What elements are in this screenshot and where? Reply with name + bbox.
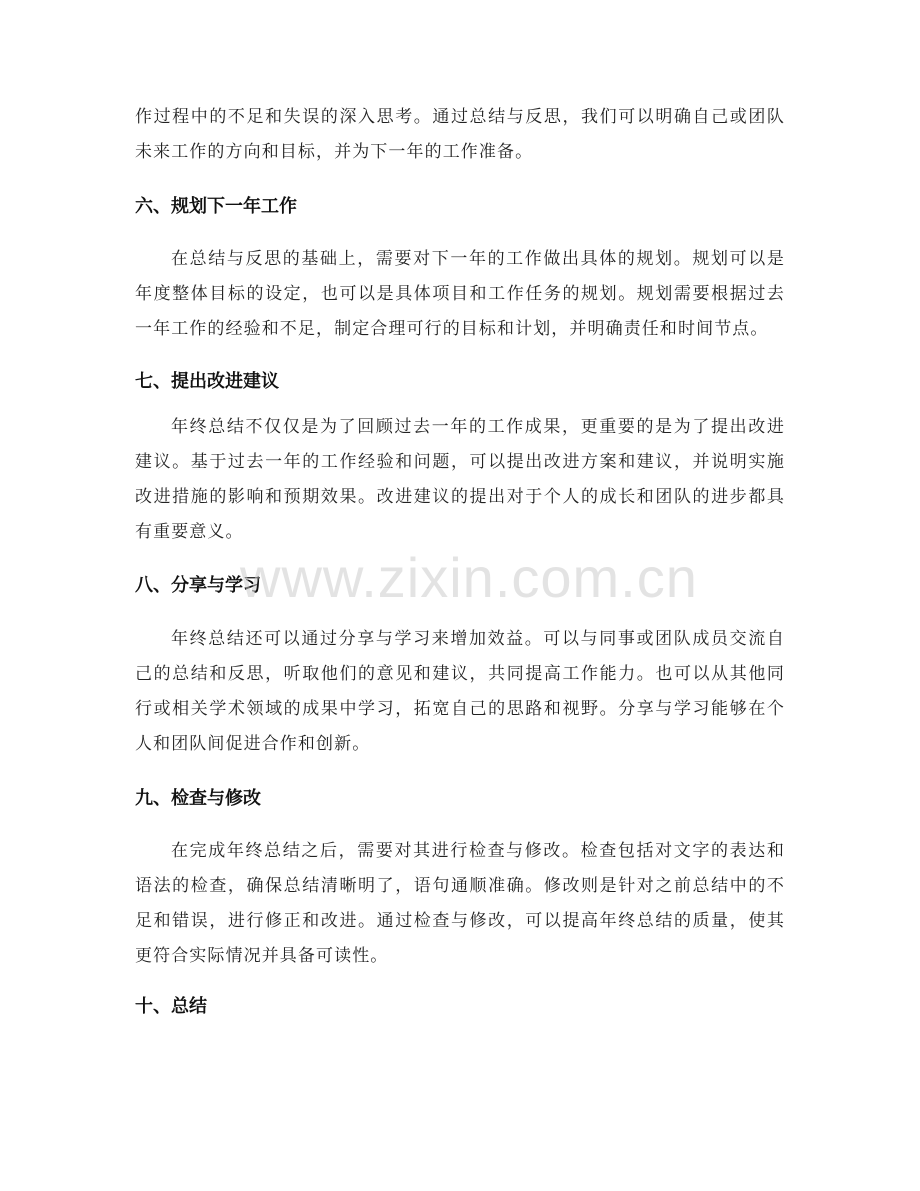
paragraph-section-6: 在总结与反思的基础上，需要对下一年的工作做出具体的规划。规划可以是年度整体目标的设定，也可以是具体项目和工作任务的规划。规划需要根据过去一年工作的经验和不足，制定合理可行的目标和计划，并明确责任和时间节点。 xyxy=(135,249,785,339)
section-heading-7: 七、提出改进建议 xyxy=(135,371,279,392)
watermark: www.zixin.com.cn xyxy=(240,546,698,609)
paragraph-section-8: 年终总结还可以通过分享与学习来增加效益。可以与同事或团队成员交流自己的总结和反思，听取他们的意见和建议，共同提高工作能力。也可以从其他同行或相关学术领域的成果中学习，拓宽自己的思路和视野。分享与学习能够在个人和团队间促进合作和创新。 xyxy=(135,629,785,754)
section-heading-10: 十、总结 xyxy=(135,996,207,1017)
section-heading-9: 九、检查与修改 xyxy=(135,788,261,809)
paragraph-intro-continuation: 作过程中的不足和失误的深入思考。通过总结与反思，我们可以明确自己或团队未来工作的方向和目标，并为下一年的工作准备。 xyxy=(135,107,785,162)
section-heading-8: 八、分享与学习 xyxy=(135,575,261,596)
section-heading-6: 六、规划下一年工作 xyxy=(135,196,297,217)
paragraph-section-9: 在完成年终总结之后，需要对其进行检查与修改。检查包括对文字的表达和语法的检查，确保总结清晰明了，语句通顺准确。修改则是针对之前总结中的不足和错误，进行修正和改进。通过检查与修改，可以提高年终总结的质量，使其更符合实际情况并具备可读性。 xyxy=(135,841,785,966)
paragraph-section-7: 年终总结不仅仅是为了回顾过去一年的工作成果，更重要的是为了提出改进建议。基于过去一年的工作经验和问题，可以提出改进方案和建议，并说明实施改进措施的影响和预期效果。改进建议的提出对于个人的成长和团队的进步都具有重要意义。 xyxy=(135,417,785,542)
